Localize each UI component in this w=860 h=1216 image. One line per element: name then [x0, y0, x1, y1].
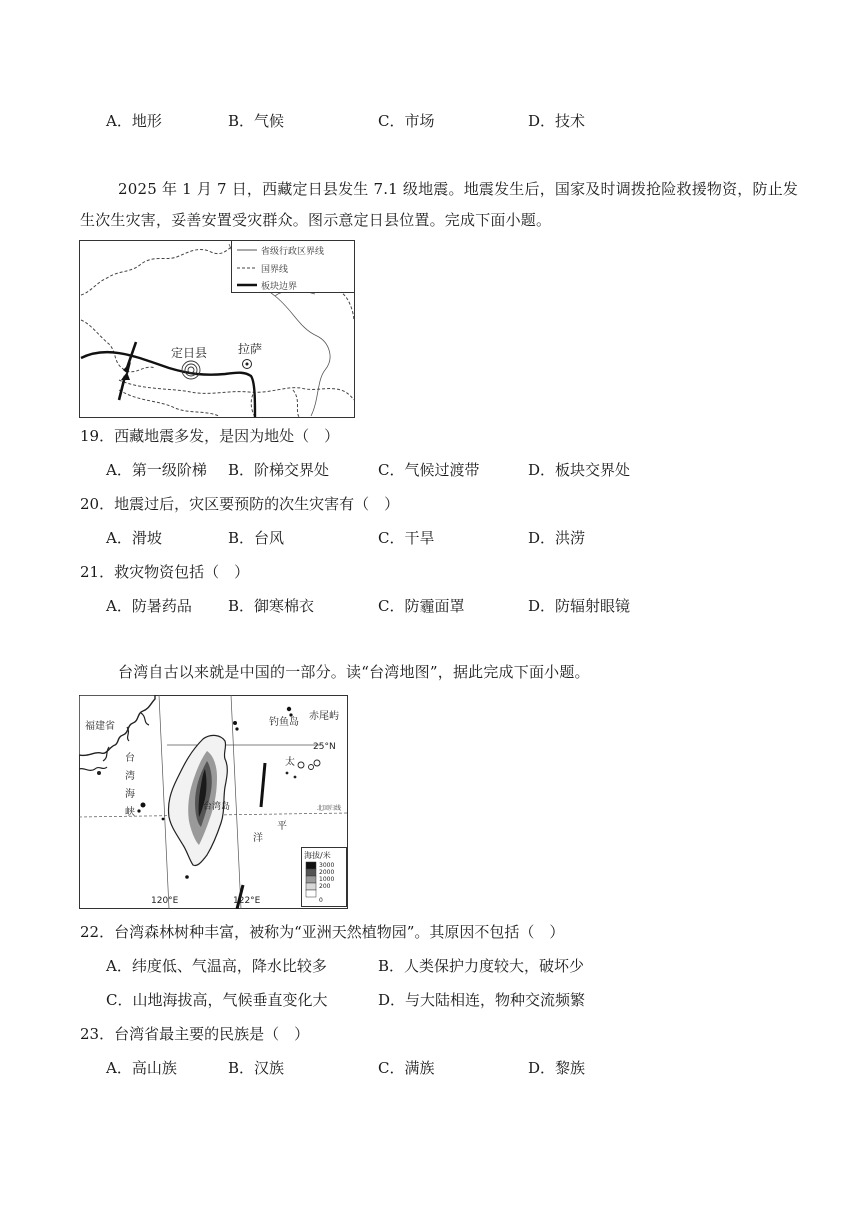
q23-stem: 23．台湾省最主要的民族是（ ） [80, 1025, 310, 1043]
strait-label-2: 湾 [125, 771, 135, 782]
q18-option-c[interactable]: C．市场 [378, 112, 435, 130]
q21-options [0, 594, 860, 618]
q19-option-d[interactable]: D．板块交界处 [528, 461, 631, 479]
chiwei-label: 赤尾屿 [309, 711, 339, 722]
strait-label-3: 海 [125, 789, 135, 800]
q20-stem: 20．地震过后，灾区要预防的次生灾害有（ ） [80, 495, 400, 513]
fujian-label: 福建省 [85, 721, 115, 732]
elev-1000: 1000 [319, 876, 335, 883]
q23-options [0, 1056, 860, 1080]
elevation-legend-title: 海拔/米 [304, 851, 331, 860]
legend-plate: 板块边界 [261, 282, 298, 292]
legend-provincial: 省级行政区界线 [261, 247, 325, 257]
q19-option-a[interactable]: A．第一级阶梯 [106, 461, 207, 479]
island-label: 台湾岛 [203, 802, 231, 812]
strait-label-4: 峡 [125, 807, 135, 818]
intro-taiwan: 台湾自古以来就是中国的一部分。读“台湾地图”，据此完成下面小题。 [118, 663, 590, 681]
intro-earthquake: 2025 年 1 月 7 日，西藏定日县发生 7.1 级地震。地震发生后，国家及时调拨抢险救援物资，防止发生次生灾害，妥善安置受灾群众。图示意定日县位置。完成下面小题。 [80, 180, 799, 229]
q21-option-b[interactable]: B．御寒棉衣 [228, 597, 315, 615]
elev-0: 0 [319, 897, 323, 904]
q23-option-a[interactable]: A．高山族 [106, 1059, 177, 1077]
lon120-label: 120°E [151, 896, 179, 906]
lon122-label: 122°E [233, 896, 261, 906]
diaoyu-label: 钓鱼岛 [269, 717, 299, 728]
q22-stem: 22．台湾森林树种丰富，被称为“亚洲天然植物园”。其原因不包括（ ） [80, 923, 565, 941]
q23-option-b[interactable]: B．汉族 [228, 1059, 285, 1077]
q23-option-c[interactable]: C．满族 [378, 1059, 435, 1077]
q20-option-a[interactable]: A．滑坡 [106, 529, 162, 547]
q19-stem: 19．西藏地震多发，是因为地处（ ） [80, 427, 340, 445]
q18-option-a[interactable]: A．地形 [106, 112, 162, 130]
q21-option-c[interactable]: C．防霾面罩 [378, 597, 465, 615]
q22-options-row2 [0, 988, 860, 1012]
pacific-label-3: 洋 [253, 833, 263, 844]
q18-option-d[interactable]: D．技术 [528, 112, 586, 130]
q18-option-b[interactable]: B．气候 [228, 112, 285, 130]
elev-3000: 3000 [319, 862, 335, 869]
dingri-label: 定日县 [171, 346, 208, 360]
strait-label-1: 台 [125, 753, 135, 764]
tropic-label: 北回归线 [317, 805, 342, 812]
lhasa-label: 拉萨 [238, 342, 263, 356]
q22-option-d[interactable]: D．与大陆相连，物种交流频繁 [378, 991, 586, 1009]
q20-options [0, 526, 860, 550]
q22-option-a[interactable]: A．纬度低、气温高，降水比较多 [106, 957, 327, 975]
elev-2000: 2000 [319, 869, 335, 876]
q20-option-b[interactable]: B．台风 [228, 529, 285, 547]
elev-200: 200 [319, 883, 331, 890]
q20-option-c[interactable]: C．干旱 [378, 529, 435, 547]
q19-option-c[interactable]: C．气候过渡带 [378, 461, 480, 479]
q22-option-b[interactable]: B．人类保护力度较大，破坏少 [378, 957, 585, 975]
q18-options [0, 109, 860, 133]
q19-options [0, 458, 860, 482]
q23-option-d[interactable]: D．黎族 [528, 1059, 586, 1077]
taiwan-map [79, 695, 348, 909]
q22-options-row1 [0, 954, 860, 978]
legend-national: 国界线 [261, 265, 289, 275]
dingri-location-map [79, 240, 355, 418]
q21-stem: 21．救灾物资包括（ ） [80, 563, 250, 581]
capital-icon [243, 360, 252, 369]
q21-option-a[interactable]: A．防暑药品 [106, 597, 192, 615]
pacific-label-2: 平 [277, 821, 287, 832]
q19-option-b[interactable]: B．阶梯交界处 [228, 461, 330, 479]
pacific-label-1: 太 [285, 757, 295, 768]
q21-option-d[interactable]: D．防辐射眼镜 [528, 597, 631, 615]
lat25-label: 25°N [313, 742, 336, 752]
q20-option-d[interactable]: D．洪涝 [528, 529, 586, 547]
q22-option-c[interactable]: C．山地海拔高，气候垂直变化大 [106, 991, 328, 1009]
